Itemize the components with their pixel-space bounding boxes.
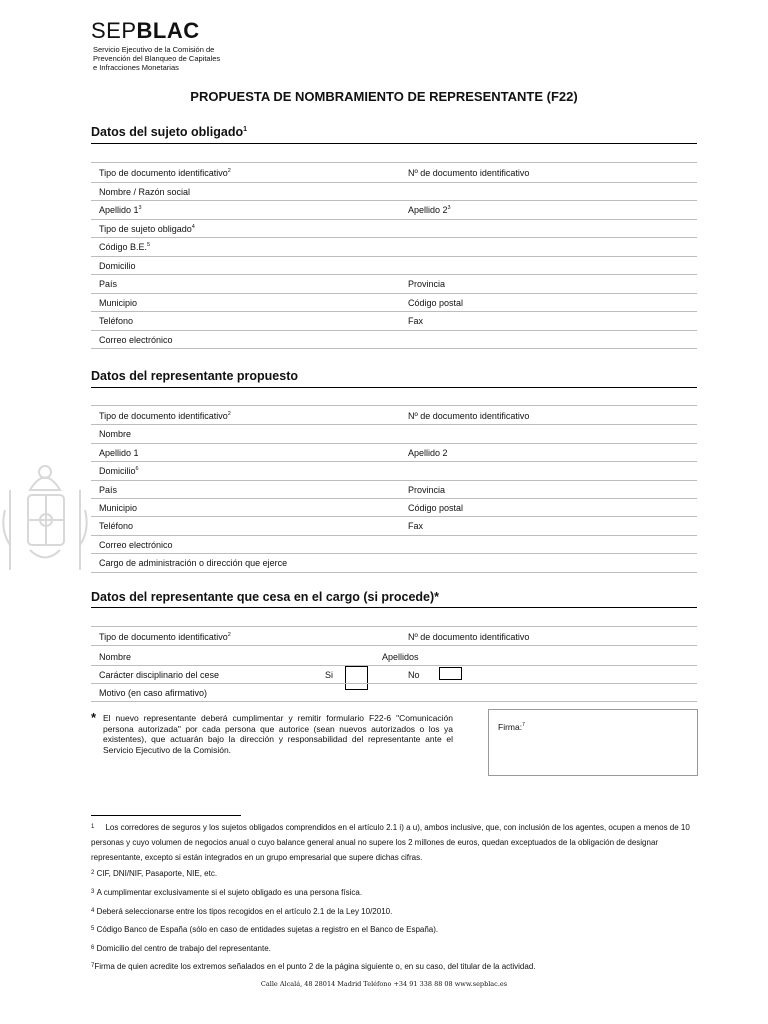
form-row-line bbox=[91, 535, 697, 536]
field-label: Domicilio bbox=[99, 466, 136, 477]
org-line: Prevención del Blanqueo de Capitales bbox=[93, 54, 221, 63]
form-field[interactable] bbox=[99, 503, 137, 513]
footnote-ref: 2 bbox=[227, 168, 231, 174]
field-label: Apellido 1 bbox=[99, 447, 139, 458]
field-label: Nº de documento identificativo bbox=[408, 168, 530, 178]
field-label: Apellidos bbox=[382, 652, 419, 662]
footnote-text: Código Banco de España (sólo en caso de entidades sujetas a registro en el Banco de España). bbox=[96, 925, 439, 934]
logo-bold: BLAC bbox=[136, 18, 200, 43]
footnote-number: 7 bbox=[91, 963, 95, 969]
footnote-number: 3 bbox=[91, 889, 95, 895]
form-row-line bbox=[91, 348, 697, 349]
footnote-4 bbox=[91, 904, 697, 919]
form-field[interactable] bbox=[99, 466, 139, 476]
form-row-line bbox=[91, 200, 697, 201]
asterisk: * bbox=[91, 710, 97, 725]
form-row-line bbox=[91, 219, 697, 220]
field-caracter-disciplinario: Carácter disciplinario del cese bbox=[99, 670, 220, 680]
field-label: Apellido 2 bbox=[408, 205, 448, 215]
form-field[interactable] bbox=[99, 540, 173, 550]
footnote-6 bbox=[91, 941, 697, 956]
form-field[interactable] bbox=[99, 224, 195, 234]
field-label: Teléfono bbox=[99, 521, 134, 532]
footnote-1 bbox=[91, 820, 697, 865]
field-tipo-documento-cese[interactable] bbox=[99, 632, 231, 642]
form-row-line bbox=[91, 498, 697, 499]
form-field[interactable] bbox=[99, 242, 150, 252]
logo-light: SEP bbox=[91, 18, 137, 43]
form-field[interactable] bbox=[408, 521, 423, 531]
section-title-text: Datos del sujeto obligado bbox=[91, 125, 244, 139]
field-label: Correo electrónico bbox=[99, 539, 173, 550]
signature-label bbox=[498, 722, 525, 732]
footnote-ref: 3 bbox=[447, 205, 451, 211]
field-label: País bbox=[99, 484, 118, 495]
form-row-line bbox=[91, 162, 697, 163]
footnote-text: Deberá seleccionarse entre los tipos recogidos en el artículo 2.1 de la Ley 10/2010. bbox=[96, 907, 393, 916]
field-label: Fax bbox=[408, 316, 424, 326]
form-field[interactable] bbox=[99, 298, 137, 308]
form-row-line bbox=[91, 645, 697, 646]
form-field[interactable] bbox=[408, 168, 529, 178]
footnote-7 bbox=[91, 959, 697, 974]
form-field[interactable] bbox=[99, 411, 231, 421]
no-label: No bbox=[408, 670, 420, 680]
footnote-text: A cumplimentar exclusivamente si el sujeto obligado es una persona física. bbox=[96, 888, 363, 897]
form-field[interactable] bbox=[408, 503, 463, 513]
field-label: Cargo de administración o dirección que ejerce bbox=[99, 558, 288, 569]
form-row-line bbox=[91, 553, 697, 554]
org-line: Servicio Ejecutivo de la Comisión de bbox=[93, 45, 215, 54]
form-field[interactable] bbox=[99, 335, 173, 345]
form-row-line bbox=[91, 626, 697, 627]
footnote-ref: 5 bbox=[147, 242, 151, 248]
field-label: Motivo (en caso afirmativo) bbox=[99, 688, 208, 698]
field-label: País bbox=[99, 279, 118, 289]
footnote-ref: 2 bbox=[227, 411, 231, 417]
field-label: Nombre bbox=[99, 429, 132, 440]
field-label: Tipo de documento identificativo bbox=[99, 168, 228, 178]
section-title-representante-propuesto bbox=[91, 369, 298, 383]
field-label: Municipio bbox=[99, 503, 138, 513]
section-divider bbox=[91, 387, 697, 388]
footnote-ref: 7 bbox=[522, 722, 525, 729]
form-field[interactable] bbox=[99, 448, 139, 458]
footnote-number: 1 bbox=[91, 824, 95, 830]
form-row-line bbox=[91, 701, 697, 702]
field-apellidos-cese[interactable] bbox=[382, 652, 419, 662]
field-label: Tipo de documento identificativo bbox=[99, 632, 228, 642]
field-label: Nombre / Razón social bbox=[99, 186, 191, 197]
form-field[interactable] bbox=[99, 429, 131, 439]
form-row-line bbox=[91, 665, 697, 666]
field-label: Nº de documento identificativo bbox=[408, 632, 530, 642]
coat-of-arms-watermark bbox=[0, 450, 90, 590]
section-title-text: Datos del representante propuesto bbox=[91, 369, 298, 383]
form-row-line bbox=[91, 461, 697, 462]
form-row-line bbox=[91, 443, 697, 444]
footnote-number: 2 bbox=[91, 870, 95, 876]
footnote-ref: 6 bbox=[135, 466, 139, 473]
field-label: Código B.E. bbox=[99, 242, 148, 252]
form-row-line bbox=[91, 237, 697, 238]
field-num-documento-cese[interactable] bbox=[408, 632, 529, 642]
form-field[interactable] bbox=[99, 187, 190, 197]
form-row-line bbox=[91, 311, 697, 312]
section-divider bbox=[91, 143, 697, 144]
form-field[interactable] bbox=[99, 558, 287, 568]
footnote-ref: 3 bbox=[138, 205, 142, 211]
section-title-representante-cesa bbox=[91, 590, 439, 604]
form-field[interactable] bbox=[99, 261, 136, 271]
form-row-line bbox=[91, 182, 697, 183]
form-field[interactable] bbox=[408, 485, 445, 495]
form-field[interactable] bbox=[408, 448, 448, 458]
section-divider bbox=[91, 607, 697, 608]
footnote-number: 5 bbox=[91, 926, 95, 932]
section-title-text: Datos del representante que cesa en el cargo (si procede)* bbox=[91, 590, 440, 604]
footnote-ref: 2 bbox=[227, 632, 231, 638]
form-row-line bbox=[91, 516, 697, 517]
field-label: Código postal bbox=[408, 503, 464, 513]
form-field[interactable] bbox=[408, 205, 451, 215]
no-checkbox[interactable] bbox=[439, 667, 462, 680]
footnote-number: 4 bbox=[91, 908, 95, 914]
form-row-line bbox=[91, 330, 697, 331]
field-nombre-cese[interactable] bbox=[99, 652, 131, 662]
form-field[interactable] bbox=[99, 168, 231, 178]
form-field[interactable] bbox=[99, 316, 133, 326]
form-row-line bbox=[91, 424, 697, 425]
si-checkbox[interactable] bbox=[345, 666, 368, 690]
field-label: Provincia bbox=[408, 484, 446, 495]
form-field[interactable] bbox=[408, 279, 445, 289]
field-label: Nº de documento identificativo bbox=[408, 411, 530, 421]
field-label: Tipo de sujeto obligado bbox=[99, 223, 192, 234]
field-label: Apellido 2 bbox=[408, 447, 448, 458]
document-title: PROPUESTA DE NOMBRAMIENTO DE REPRESENTANTE (F22) bbox=[190, 89, 578, 104]
sepblac-logo bbox=[91, 18, 200, 44]
si-label: Si bbox=[325, 670, 334, 680]
footnote-separator bbox=[91, 815, 241, 816]
org-name bbox=[93, 45, 293, 72]
footnote-text: Domicilio del centro de trabajo del representante. bbox=[96, 944, 271, 953]
form-field[interactable] bbox=[408, 411, 529, 421]
form-field[interactable] bbox=[99, 279, 117, 289]
form-row-line bbox=[91, 293, 697, 294]
form-row-line bbox=[91, 480, 697, 481]
form-field[interactable] bbox=[99, 521, 133, 531]
footnote-ref: 1 bbox=[243, 125, 247, 133]
footer-address: Calle Alcalá, 48 28014 Madrid Teléfono +34 91 338 88 08 www.sepblac.es bbox=[260, 980, 508, 988]
footnote-ref: 4 bbox=[191, 223, 195, 230]
form-row-line bbox=[91, 405, 697, 406]
field-label: Municipio bbox=[99, 297, 138, 308]
field-label: Domicilio bbox=[99, 260, 136, 271]
footnote-text: CIF, DNI/NIF, Pasaporte, NIE, etc. bbox=[96, 869, 218, 878]
field-label: Provincia bbox=[408, 279, 446, 289]
footnote-text: Los corredores de seguros y los sujetos obligados comprendidos en el artículo 2.1 i) a u), ambos inclusive, que, con inclusión de los agentes, ocupen a menos de 10 personas y cuyo volumen de negocios anual o cuyo balance general anual no supere los 2 millones de euros, quedan exceptuados de la obligación de designar representante, excepto si están integrados en un grupo empresarial que supere dichas cifras. bbox=[91, 823, 690, 862]
form-field[interactable] bbox=[408, 316, 423, 326]
footnote-number: 6 bbox=[91, 945, 95, 951]
org-line: e Infracciones Monetarias bbox=[93, 63, 179, 72]
field-label: Teléfono bbox=[99, 316, 134, 326]
field-label: Tipo de documento identificativo bbox=[99, 411, 228, 421]
field-label: Código postal bbox=[408, 297, 464, 308]
footnote-5 bbox=[91, 922, 697, 937]
form-row-line bbox=[91, 683, 697, 684]
footnote-text: Firma de quien acredite los extremos señalados en el punto 2 de la página siguiente o, en su caso, del titular de la actividad. bbox=[94, 962, 536, 971]
form-row-line bbox=[91, 256, 697, 257]
field-label: Nombre bbox=[99, 652, 132, 662]
form-row-line bbox=[91, 274, 697, 275]
form-field[interactable] bbox=[408, 298, 463, 308]
field-motivo[interactable] bbox=[99, 688, 207, 698]
section-title-sujeto-obligado bbox=[91, 125, 247, 139]
field-label: Correo electrónico bbox=[99, 334, 173, 345]
footnote-2 bbox=[91, 866, 697, 881]
footnote-3 bbox=[91, 885, 697, 900]
form-field[interactable] bbox=[99, 205, 142, 215]
signature-label-text: Firma: bbox=[498, 722, 523, 732]
form-field[interactable] bbox=[99, 485, 117, 495]
field-label: Apellido 1 bbox=[99, 205, 139, 215]
form-row-line bbox=[91, 572, 697, 573]
signature-box[interactable] bbox=[488, 709, 698, 776]
field-label: Fax bbox=[408, 521, 424, 532]
note-text: El nuevo representante deberá cumplimentar y remitir formulario F22-6 "Comunicación persona autorizada" por cada persona que autorice (sean nuevos autorizados o los ya existentes), que actuarán bajo la dirección y responsabilidad del representante ante el Servicio Ejecutivo de la Comisión. bbox=[103, 713, 453, 755]
